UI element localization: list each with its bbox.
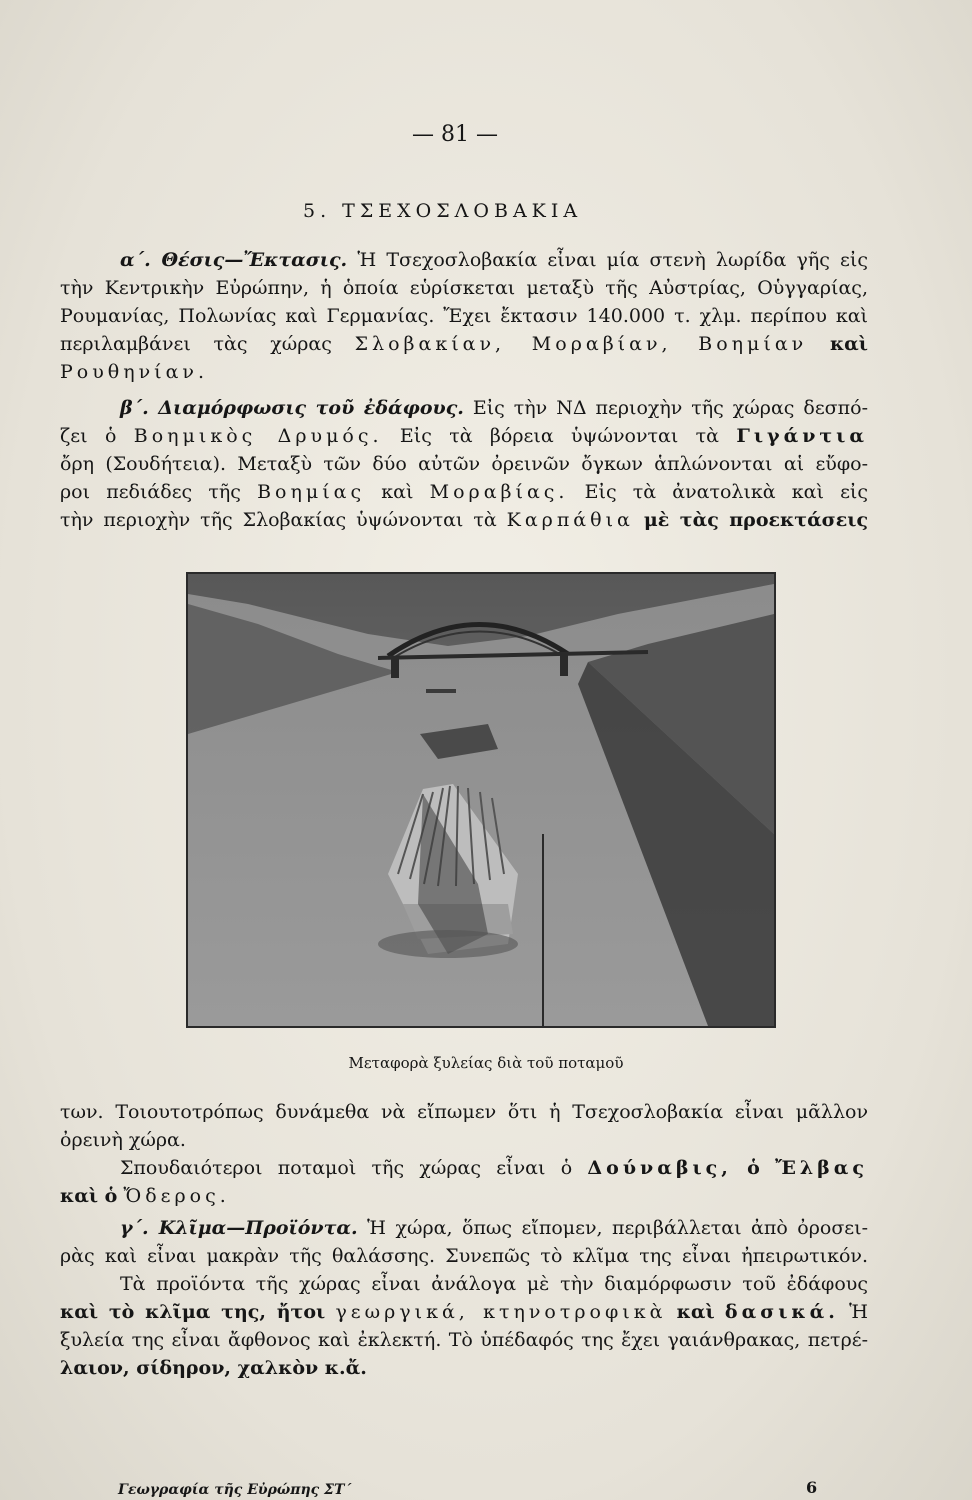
- footer-signature-mark: 6: [806, 1478, 818, 1497]
- river-timber-photo: [186, 572, 776, 1028]
- footer-book-title: Γεωγραφία τῆς Εὐρώπης ΣΤ΄: [118, 1482, 352, 1498]
- heading-position-extent: α΄. Θέσις—Ἔκτασις.: [120, 249, 348, 271]
- paragraph-position-extent: α΄. Θέσις—Ἔκτασις. Ἡ Τσεχοσλοβακία εἶναι μία στενὴ λωρίδα γῆς εἰς τὴν Κεντρικὴν Εὐρώπην, ἡ ὁποία εὑρίσκεται μεταξὺ τῆς Αὐστρίας, Οὑγγαρίας, Ρουμανίας, Πολωνίας καὶ Γερμανίας. Ἔχει ἔκτασιν 140.000 τ. χλμ. περίπου καὶ περιλαμβάνει τὰς χώρας Σλοβακίαν, Μοραβίαν, Βοημίαν καὶ Ρουθηνίαν.: [60, 249, 868, 383]
- paragraph-continuation: των. Τοιουτοτρόπως δυνάμεθα νὰ εἴπωμεν ὅτι ἡ Τσεχοσλοβακία εἶναι μᾶλλον ὀρεινὴ χώρα. Σπουδαιότεροι ποταμοὶ τῆς χώρας εἶναι ὁ Δούναβις, ὁ Ἔλβας καὶ ὁ Ὄδερος.: [60, 1101, 868, 1207]
- heading-climate-products: γ΄. Κλῖμα—Προϊόντα.: [120, 1217, 358, 1239]
- paragraph-terrain: β΄. Διαμόρφωσις τοῦ ἐδάφους. Εἰς τὴν ΝΔ περιοχὴν τῆς χώρας δεσπό- ζει ὁ Βοημικὸς Δρυμός. Εἰς τὰ βόρεια ὑψώνονται τὰ Γιγάντια ὄρη (Σουδήτεια). Μεταξὺ τῶν δύο αὐτῶν ὀρεινῶν ὄγκων ἁπλώνονται αἱ εὔφο- ροι πεδιάδες τῆς Βοημίας καὶ Μοραβίας. Εἰς τὰ ἀνατολικὰ καὶ εἰς τὴν περιοχὴν τῆς Σλοβακίας ὑψώνονται τὰ Καρπάθια μὲ τὰς προεκτάσεις: [60, 397, 868, 531]
- section-title: 5. ΤΣΕΧΟΣΛΟΒΑΚΙΑ: [303, 200, 583, 222]
- paragraph-climate-products: γ΄. Κλῖμα—Προϊόντα. Ἡ χώρα, ὅπως εἴπομεν, περιβάλλεται ἀπὸ ὀροσει- ρὰς καὶ εἶναι μακρὰν τῆς θαλάσσης. Συνεπῶς τὸ κλῖμα της εἶναι ἠπειρωτικόν. Τὰ προϊόντα τῆς χώρας εἶναι ἀνάλογα μὲ τὴν διαμόρφωσιν τοῦ ἐδάφους καὶ τὸ κλῖμα της, ἤτοι γεωργικά, κτηνοτροφικὰ καὶ δασικά. Ἡ ξυλεία της εἶναι ἄφθονος καὶ ἐκλεκτή. Τὸ ὑπέδαφός της ἔχει γαιάνθρακας, πετρέ- λαιον, σίδηρον, χαλκὸν κ.ἄ.: [60, 1217, 868, 1379]
- photo-caption: Μεταφορὰ ξυλείας διὰ τοῦ ποταμοῦ: [348, 1054, 624, 1072]
- page-number: — 81 —: [412, 122, 498, 147]
- heading-terrain: β΄. Διαμόρφωσις τοῦ ἐδάφους.: [120, 397, 464, 419]
